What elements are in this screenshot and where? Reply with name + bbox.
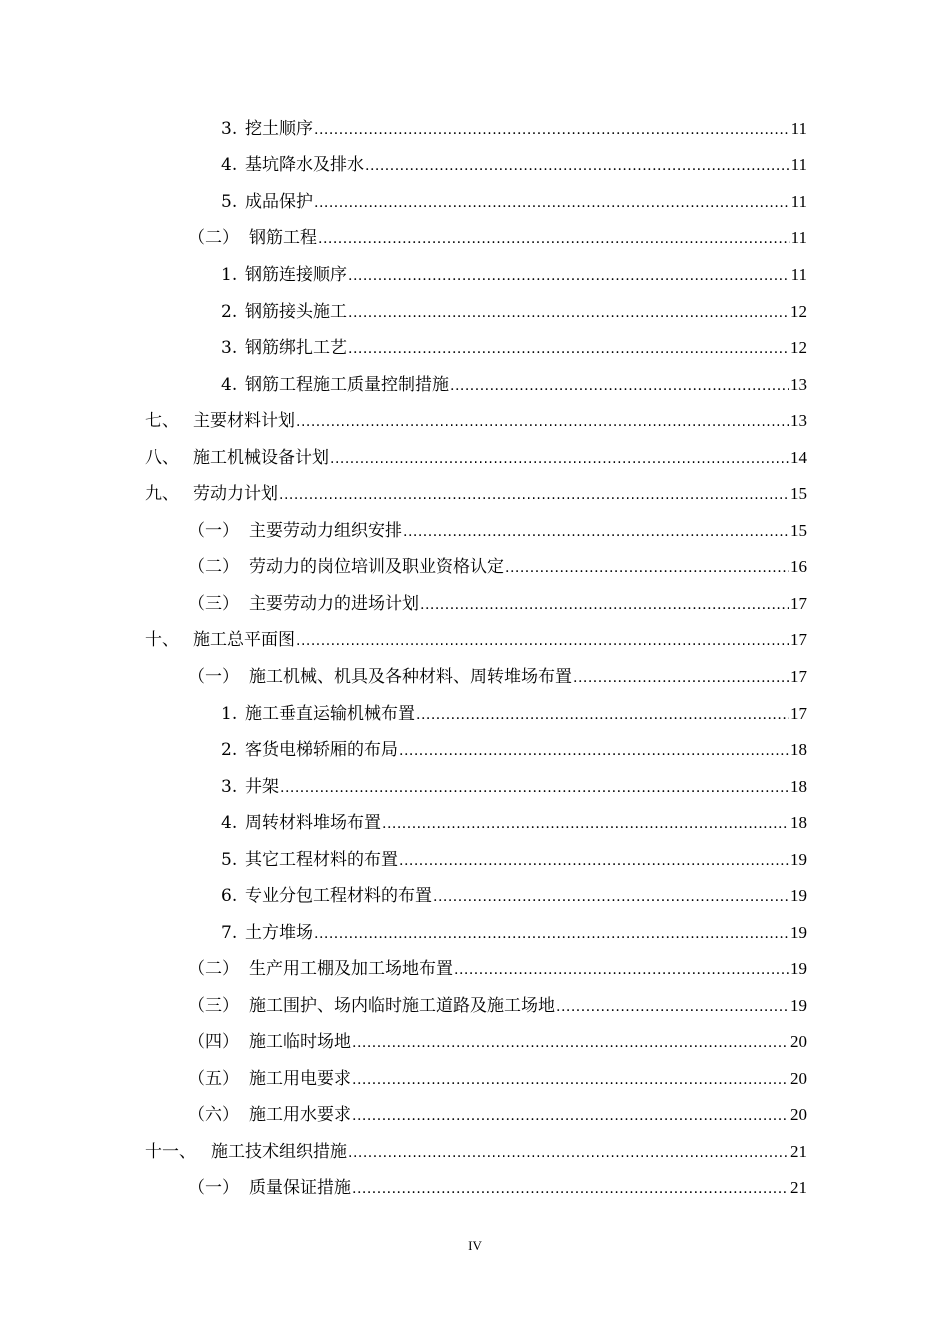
toc-entry[interactable] [145, 479, 807, 509]
toc-entry-number: （三） [188, 996, 239, 1016]
toc-entry-page: 21 [790, 1178, 807, 1197]
toc-entry-title: 施工总平面图 [193, 630, 295, 650]
toc-entry-page: 12 [790, 338, 807, 357]
toc-leader-dots [352, 1028, 789, 1058]
toc-leader-dots [314, 188, 790, 218]
toc-entry[interactable] [188, 991, 807, 1021]
toc-leader-dots [318, 224, 790, 254]
toc-leader-dots [573, 663, 789, 693]
toc-entry-page: 19 [790, 923, 807, 942]
toc-entry-number: 4. [221, 375, 238, 395]
toc-leader-dots [348, 298, 789, 328]
toc-entry[interactable] [221, 333, 807, 363]
toc-entry-page: 19 [790, 850, 807, 869]
toc-leader-dots [348, 261, 790, 291]
toc-leader-dots [352, 1174, 789, 1204]
toc-entry-number: （一） [188, 521, 239, 541]
toc-leader-dots [348, 334, 789, 364]
toc-entry[interactable] [221, 918, 807, 948]
toc-entry-title: 施工用电要求 [249, 1069, 351, 1089]
toc-entry-title: 劳动力的岗位培训及职业资格认定 [249, 557, 504, 577]
toc-entry-number: 2. [221, 740, 238, 760]
toc-entry-number: （六） [188, 1105, 239, 1125]
toc-entry-page: 13 [790, 375, 807, 394]
toc-entry-title: 成品保护 [245, 192, 313, 212]
toc-leader-dots [296, 626, 789, 656]
toc-entry[interactable] [221, 845, 807, 875]
toc-entry-number: 十一、 [145, 1142, 196, 1162]
toc-entry-number: （一） [188, 1178, 239, 1198]
toc-entry-page: 15 [790, 521, 807, 540]
page-footer-number: IV [468, 1238, 482, 1253]
toc-leader-dots [330, 444, 789, 474]
toc-entry-page: 19 [790, 996, 807, 1015]
toc-entry[interactable] [221, 150, 807, 180]
toc-entry-title: 施工机械设备计划 [193, 448, 329, 468]
toc-entry-title: 钢筋绑扎工艺 [245, 338, 347, 358]
toc-entry-title: 钢筋工程 [249, 228, 317, 248]
toc-leader-dots [450, 371, 789, 401]
toc-entry[interactable] [221, 881, 807, 911]
toc-leader-dots [403, 517, 789, 547]
toc-entry-title: 周转材料堆场布置 [245, 813, 381, 833]
toc-leader-dots [296, 407, 789, 437]
toc-entry-page: 14 [790, 448, 807, 467]
toc-entry[interactable] [188, 589, 807, 619]
toc-entry-title: 施工用水要求 [249, 1105, 351, 1125]
toc-entry[interactable] [145, 1137, 807, 1167]
toc-entry-number: 5. [221, 850, 238, 870]
toc-entry[interactable] [188, 552, 807, 582]
toc-entry-title: 劳动力计划 [193, 484, 278, 504]
toc-entry-number: 2. [221, 302, 238, 322]
toc-entry-number: 7. [221, 923, 238, 943]
toc-leader-dots [352, 1065, 789, 1095]
toc-entry-number: 5. [221, 192, 238, 212]
toc-entry-title: 挖土顺序 [245, 119, 313, 139]
toc-entry-page: 17 [790, 704, 807, 723]
toc-entry-number: 1. [221, 704, 238, 724]
toc-leader-dots [420, 590, 789, 620]
toc-leader-dots [399, 846, 789, 876]
toc-leader-dots [314, 115, 790, 145]
toc-entry-title: 土方堆场 [245, 923, 313, 943]
toc-entry[interactable] [145, 406, 807, 436]
toc-entry-page: 15 [790, 484, 807, 503]
toc-entry-title: 主要劳动力组织安排 [249, 521, 402, 541]
toc-entry-page: 21 [790, 1142, 807, 1161]
toc-entry-page: 20 [790, 1105, 807, 1124]
toc-entry-number: 3. [221, 338, 238, 358]
toc-entry-title: 施工垂直运输机械布置 [245, 704, 415, 724]
toc-entry[interactable] [221, 772, 807, 802]
toc-entry[interactable] [188, 1173, 807, 1203]
toc-entry-title: 客货电梯轿厢的布局 [245, 740, 398, 760]
toc-leader-dots [280, 773, 789, 803]
toc-leader-dots [279, 480, 789, 510]
toc-entry-number: 3. [221, 777, 238, 797]
toc-entry-page: 16 [790, 557, 807, 576]
toc-entry[interactable] [188, 223, 807, 253]
toc-entry-title: 井架 [245, 777, 279, 797]
toc-entry-number: （三） [188, 594, 239, 614]
toc-leader-dots [348, 1138, 789, 1168]
toc-leader-dots [399, 736, 789, 766]
toc-entry-number: （二） [188, 228, 239, 248]
toc-entry-title: 主要材料计划 [193, 411, 295, 431]
toc-entry[interactable] [221, 370, 807, 400]
toc-entry-page: 11 [790, 265, 807, 284]
toc-entry-page: 18 [790, 740, 807, 759]
toc-leader-dots [505, 553, 789, 583]
toc-entry-page: 17 [790, 667, 807, 686]
toc-entry-title: 其它工程材料的布置 [245, 850, 398, 870]
toc-entry-number: 七、 [145, 411, 179, 431]
toc-entry-page: 17 [790, 630, 807, 649]
toc-entry-title: 施工围护、场内临时施工道路及施工场地 [249, 996, 555, 1016]
toc-entry-title: 生产用工棚及加工场地布置 [249, 959, 453, 979]
toc-entry[interactable] [221, 187, 807, 217]
toc-leader-dots [314, 919, 789, 949]
toc-entry-page: 18 [790, 813, 807, 832]
toc-entry[interactable] [188, 1027, 807, 1057]
toc-entry-page: 19 [790, 959, 807, 978]
toc-entry-page: 13 [790, 411, 807, 430]
toc-leader-dots [433, 882, 789, 912]
toc-entry-title: 钢筋接头施工 [245, 302, 347, 322]
toc-entry-title: 专业分包工程材料的布置 [245, 886, 432, 906]
toc-entry-title: 施工临时场地 [249, 1032, 351, 1052]
toc-leader-dots [382, 809, 789, 839]
toc-entry-number: （五） [188, 1069, 239, 1089]
toc-entry-page: 19 [790, 886, 807, 905]
toc-entry-page: 20 [790, 1032, 807, 1051]
toc-entry-title: 钢筋工程施工质量控制措施 [245, 375, 449, 395]
toc-entry[interactable] [221, 114, 807, 144]
toc-entry-number: 十、 [145, 630, 179, 650]
toc-entry-title: 钢筋连接顺序 [245, 265, 347, 285]
toc-entry[interactable] [221, 735, 807, 765]
toc-entry-number: 八、 [145, 448, 179, 468]
toc-entry-number: 3. [221, 119, 238, 139]
toc-entry-number: 1. [221, 265, 238, 285]
toc-entry-page: 20 [790, 1069, 807, 1088]
toc-entry-title: 主要劳动力的进场计划 [249, 594, 419, 614]
toc-entry[interactable] [221, 808, 807, 838]
toc-entry-number: 6. [221, 886, 238, 906]
toc-entry-page: 11 [790, 228, 807, 247]
toc-entry[interactable] [221, 297, 807, 327]
toc-entry-page: 18 [790, 777, 807, 796]
toc-entry[interactable] [145, 625, 807, 655]
toc-leader-dots [416, 700, 789, 730]
toc-entry[interactable] [188, 954, 807, 984]
toc-entry[interactable] [188, 516, 807, 546]
toc-entry[interactable] [221, 260, 807, 290]
toc-entry[interactable] [188, 1100, 807, 1130]
toc-entry-page: 17 [790, 594, 807, 613]
toc-entry-number: （一） [188, 667, 239, 687]
toc-entry-title: 施工技术组织措施 [211, 1142, 347, 1162]
toc-entry-title: 施工机械、机具及各种材料、周转堆场布置 [249, 667, 572, 687]
toc-entry[interactable] [221, 699, 807, 729]
toc-entry-page: 11 [790, 155, 807, 174]
toc-entry[interactable] [188, 1064, 807, 1094]
toc-entry[interactable] [188, 662, 807, 692]
toc-entry-title: 基坑降水及排水 [245, 155, 364, 175]
toc-entry-number: （二） [188, 557, 239, 577]
toc-entry-page: 11 [790, 119, 807, 138]
toc-entry[interactable] [145, 443, 807, 473]
toc-entry-number: 4. [221, 155, 238, 175]
toc-entry-number: 4. [221, 813, 238, 833]
toc-leader-dots [352, 1101, 789, 1131]
toc-entry-page: 12 [790, 302, 807, 321]
toc-leader-dots [365, 151, 790, 181]
toc-leader-dots [454, 955, 789, 985]
toc-entry-number: （四） [188, 1032, 239, 1052]
toc-entry-number: 九、 [145, 484, 179, 504]
toc-leader-dots [556, 992, 789, 1022]
toc-entry-page: 11 [790, 192, 807, 211]
toc-entry-title: 质量保证措施 [249, 1178, 351, 1198]
toc-entry-number: （二） [188, 959, 239, 979]
